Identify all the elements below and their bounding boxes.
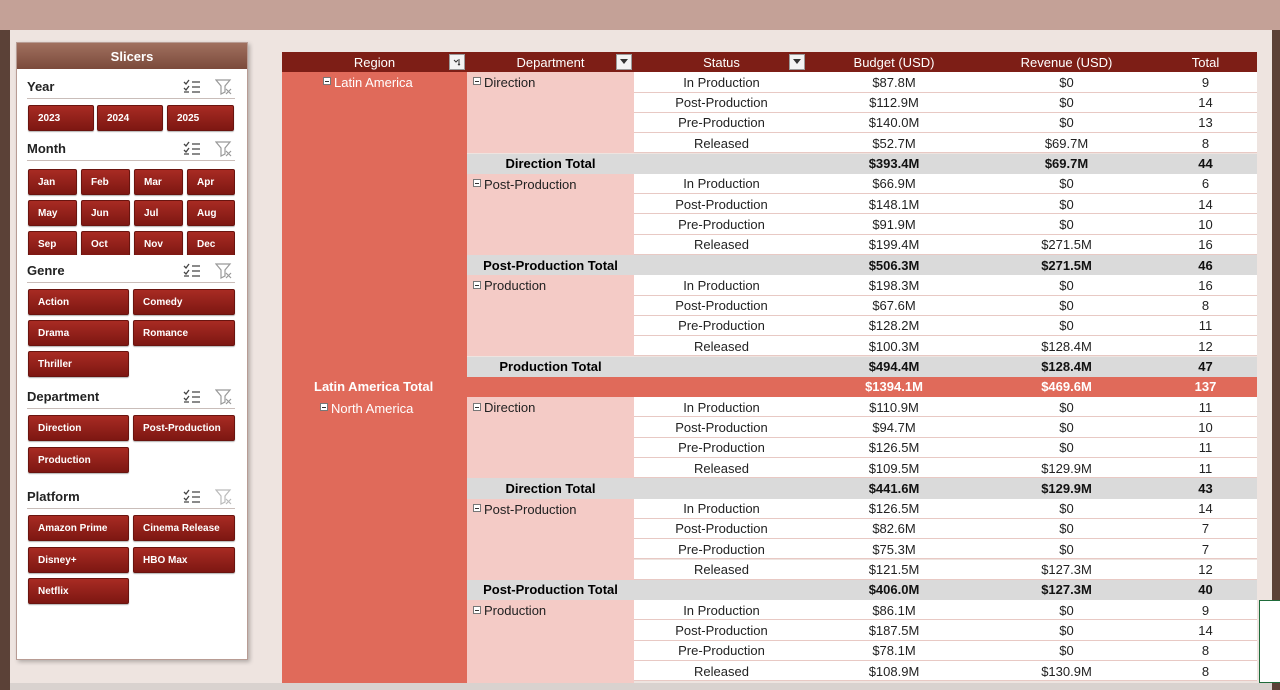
collapse-icon[interactable] bbox=[473, 403, 481, 411]
budget-cell: $406.0M bbox=[868, 582, 920, 598]
slicer-genre-header bbox=[27, 259, 235, 283]
slicer-month-button[interactable]: Mar bbox=[134, 169, 183, 195]
status-cell: Released bbox=[694, 460, 749, 476]
selected-cell-outline[interactable] bbox=[1259, 600, 1280, 683]
status-cell: Post-Production bbox=[675, 95, 768, 111]
status-cell: In Production bbox=[683, 176, 760, 192]
table-row[interactable] bbox=[634, 296, 1257, 316]
budget-cell: $52.7M bbox=[872, 135, 916, 151]
slicer-month-button[interactable]: May bbox=[28, 200, 77, 226]
total-cell: 14 bbox=[1198, 501, 1213, 517]
status-cell: Released bbox=[694, 237, 749, 253]
department-name: Post-Production bbox=[484, 176, 577, 192]
total-cell: 9 bbox=[1201, 74, 1210, 90]
total-cell: 8 bbox=[1201, 298, 1210, 314]
budget-cell: $100.3M bbox=[868, 338, 920, 354]
slicer-month-header bbox=[27, 137, 235, 161]
table-row[interactable] bbox=[634, 519, 1257, 539]
total-cell: 12 bbox=[1198, 562, 1213, 577]
pivot-header-row bbox=[282, 52, 1257, 72]
revenue-cell: $271.5M bbox=[1041, 257, 1092, 273]
budget-cell: $121.5M bbox=[868, 562, 920, 577]
clear-filter-icon[interactable] bbox=[213, 77, 235, 97]
slicer-year-title: Year bbox=[27, 79, 55, 94]
total-cell: 14 bbox=[1198, 95, 1213, 111]
revenue-cell: $69.7M bbox=[1044, 156, 1089, 171]
table-row[interactable] bbox=[634, 316, 1257, 336]
revenue-cell: $130.9M bbox=[1041, 663, 1092, 679]
total-cell: 8 bbox=[1201, 135, 1210, 151]
window-left-edge bbox=[0, 30, 10, 690]
revenue-cell: $0 bbox=[1059, 318, 1074, 334]
budget-cell: $108.9M bbox=[868, 663, 920, 679]
budget-cell: $441.6M bbox=[868, 480, 920, 496]
header-department[interactable] bbox=[467, 52, 634, 72]
revenue-cell: $0 bbox=[1059, 115, 1074, 131]
header-region-label: Region bbox=[353, 54, 396, 70]
slicer-platform-title: Platform bbox=[27, 489, 80, 504]
revenue-cell: $127.3M bbox=[1041, 582, 1092, 598]
status-cell: Pre-Production bbox=[678, 541, 765, 557]
status-cell: Post-Production bbox=[675, 521, 768, 537]
budget-cell: $86.1M bbox=[872, 602, 916, 618]
budget-cell: $128.2M bbox=[868, 318, 920, 334]
department-name: Post-Production bbox=[484, 501, 577, 517]
total-cell: 44 bbox=[1198, 156, 1213, 171]
table-row[interactable] bbox=[634, 600, 1257, 620]
revenue-cell: $129.9M bbox=[1041, 480, 1092, 496]
budget-cell: $110.9M bbox=[869, 399, 919, 415]
header-total: Total bbox=[1191, 54, 1220, 70]
slicer-genre-button[interactable]: Thriller bbox=[28, 351, 129, 377]
subtotal-label: Post-Production Total bbox=[483, 257, 618, 273]
table-row[interactable] bbox=[634, 620, 1257, 640]
subtotal-row[interactable] bbox=[467, 154, 1257, 174]
revenue-cell: $0 bbox=[1059, 298, 1074, 314]
region-cell-north-america bbox=[282, 397, 467, 683]
revenue-cell: $0 bbox=[1059, 74, 1074, 90]
slicer-month bbox=[27, 137, 235, 255]
slicer-month-button[interactable]: Jan bbox=[28, 169, 77, 195]
slicer-month-button[interactable]: Nov bbox=[134, 231, 183, 255]
budget-cell: $140.0M bbox=[868, 115, 920, 131]
budget-cell: $94.7M bbox=[872, 419, 916, 435]
slicer-platform-button[interactable]: Cinema Release bbox=[133, 515, 235, 541]
collapse-icon[interactable] bbox=[473, 504, 481, 512]
sheet-bottom-strip bbox=[10, 683, 1272, 690]
table-row[interactable] bbox=[634, 458, 1257, 478]
budget-cell: $506.3M bbox=[868, 257, 920, 273]
budget-cell: $126.5M bbox=[868, 501, 920, 517]
status-cell: Post-Production bbox=[675, 196, 768, 212]
total-cell: 8 bbox=[1201, 643, 1210, 659]
slicer-month-button[interactable]: Jun bbox=[81, 200, 130, 226]
header-status[interactable] bbox=[634, 52, 809, 72]
table-row[interactable] bbox=[634, 194, 1257, 214]
revenue-cell: $0 bbox=[1059, 643, 1074, 659]
subtotal-row[interactable] bbox=[467, 478, 1257, 498]
status-cell: Released bbox=[694, 338, 749, 354]
sort-dropdown-icon[interactable] bbox=[449, 54, 465, 70]
header-region[interactable] bbox=[282, 52, 467, 72]
total-cell: 8 bbox=[1201, 663, 1210, 679]
department-name: Production bbox=[484, 603, 547, 618]
revenue-cell: $0 bbox=[1059, 176, 1074, 192]
slicer-month-button[interactable]: Oct bbox=[81, 231, 130, 255]
region-label[interactable] bbox=[323, 72, 413, 92]
header-budget: Budget (USD) bbox=[853, 54, 935, 70]
subtotal-row[interactable] bbox=[467, 580, 1257, 600]
multi-select-icon[interactable] bbox=[181, 261, 203, 281]
collapse-icon[interactable] bbox=[473, 281, 481, 289]
region-total-row[interactable] bbox=[282, 377, 1257, 397]
status-cell: Released bbox=[694, 562, 749, 577]
table-row[interactable] bbox=[634, 661, 1257, 681]
budget-cell: $82.6M bbox=[872, 521, 916, 537]
revenue-cell: $0 bbox=[1059, 622, 1074, 638]
status-cell: Post-Production bbox=[675, 419, 768, 435]
slicer-genre bbox=[27, 259, 235, 370]
total-cell: 10 bbox=[1198, 216, 1213, 232]
slicer-platform-button[interactable]: HBO Max bbox=[133, 547, 235, 573]
total-cell: 11 bbox=[1198, 440, 1213, 456]
total-cell: 13 bbox=[1198, 115, 1213, 131]
ribbon-band bbox=[0, 0, 1280, 30]
total-cell: 9 bbox=[1201, 602, 1210, 618]
budget-cell: $66.9M bbox=[872, 176, 916, 192]
region-name: North America bbox=[331, 400, 414, 416]
table-row[interactable] bbox=[634, 93, 1257, 113]
revenue-cell: $0 bbox=[1059, 440, 1074, 456]
slicer-genre-button[interactable]: Romance bbox=[133, 320, 235, 346]
subtotal-label: Direction Total bbox=[505, 480, 596, 496]
header-department-label: Department bbox=[516, 54, 585, 70]
region-cell-latin-america bbox=[282, 72, 467, 377]
status-cell: Pre-Production bbox=[678, 216, 765, 232]
revenue-cell: $129.9M bbox=[1041, 460, 1092, 476]
budget-cell: $109.5M bbox=[868, 460, 920, 476]
status-cell: Released bbox=[694, 135, 749, 151]
region-name: Latin America bbox=[334, 74, 413, 90]
window-right-edge bbox=[1272, 30, 1280, 690]
department-label[interactable] bbox=[473, 174, 577, 194]
slicer-month-button[interactable]: Aug bbox=[187, 200, 235, 226]
multi-select-icon[interactable] bbox=[181, 77, 203, 97]
slicer-month-button[interactable]: Jul bbox=[134, 200, 183, 226]
header-revenue: Revenue (USD) bbox=[1020, 54, 1113, 70]
table-row[interactable] bbox=[634, 235, 1257, 255]
revenue-cell: $0 bbox=[1059, 95, 1074, 111]
budget-cell: $148.1M bbox=[868, 196, 920, 212]
total-cell: 40 bbox=[1198, 582, 1213, 598]
slicer-department-button[interactable]: Post-Production bbox=[133, 415, 235, 441]
collapse-icon[interactable] bbox=[473, 179, 481, 187]
budget-cell: $78.1M bbox=[872, 643, 916, 659]
collapse-icon[interactable] bbox=[323, 77, 331, 85]
pivot-table bbox=[282, 52, 1257, 683]
slicer-platform-button[interactable]: Amazon Prime bbox=[28, 515, 129, 541]
budget-cell: $75.3M bbox=[872, 541, 916, 557]
slicer-platform-button[interactable]: Netflix bbox=[28, 578, 129, 604]
slicer-genre-button[interactable]: Action bbox=[28, 289, 129, 315]
status-cell: Post-Production bbox=[675, 622, 768, 638]
budget-cell: $112.9M bbox=[869, 95, 919, 111]
subtotal-row[interactable] bbox=[467, 255, 1257, 275]
revenue-cell: $271.5M bbox=[1041, 237, 1092, 253]
revenue-cell: $0 bbox=[1059, 216, 1074, 232]
table-row[interactable] bbox=[634, 275, 1257, 295]
department-label[interactable] bbox=[473, 499, 577, 519]
table-row[interactable] bbox=[634, 397, 1257, 417]
slicer-panel-title: Slicers bbox=[17, 43, 247, 69]
region-total-label: Latin America Total bbox=[314, 379, 434, 395]
budget-cell: $91.9M bbox=[872, 216, 916, 232]
clear-filter-icon[interactable] bbox=[213, 387, 235, 407]
slicer-year-button[interactable]: 2024 bbox=[97, 105, 163, 131]
total-cell: 43 bbox=[1198, 480, 1213, 496]
status-cell: Post-Production bbox=[675, 298, 768, 314]
slicer-department-title: Department bbox=[27, 389, 100, 404]
revenue-cell: $128.4M bbox=[1041, 359, 1092, 374]
total-cell: 16 bbox=[1198, 277, 1213, 293]
budget-cell: $1394.1M bbox=[865, 379, 923, 395]
department-name: Direction bbox=[484, 74, 536, 90]
revenue-cell: $127.3M bbox=[1041, 562, 1092, 577]
total-cell: 6 bbox=[1201, 176, 1210, 192]
revenue-cell: $0 bbox=[1059, 196, 1074, 212]
slicer-platform-header bbox=[27, 485, 235, 509]
slicer-genre-button[interactable]: Drama bbox=[28, 320, 129, 346]
status-cell: In Production bbox=[683, 277, 760, 293]
total-cell: 11 bbox=[1198, 399, 1213, 415]
table-row[interactable] bbox=[634, 113, 1257, 133]
total-cell: 7 bbox=[1201, 541, 1210, 557]
slicer-panel bbox=[16, 42, 248, 660]
subtotal-label: Direction Total bbox=[505, 156, 596, 171]
subtotal-label: Post-Production Total bbox=[483, 582, 618, 598]
revenue-cell: $69.7M bbox=[1044, 135, 1089, 151]
table-row[interactable] bbox=[634, 417, 1257, 437]
status-cell: Pre-Production bbox=[678, 643, 765, 659]
slicer-department-button[interactable]: Production bbox=[28, 447, 129, 473]
slicer-year-header bbox=[27, 75, 235, 99]
budget-cell: $198.3M bbox=[868, 277, 920, 293]
table-row[interactable] bbox=[634, 560, 1257, 580]
status-cell: In Production bbox=[683, 74, 760, 90]
slicer-year-button[interactable]: 2025 bbox=[167, 105, 234, 131]
slicer-month-button[interactable]: Apr bbox=[187, 169, 235, 195]
total-cell: 16 bbox=[1198, 237, 1213, 253]
total-cell: 11 bbox=[1198, 318, 1213, 334]
revenue-cell: $0 bbox=[1059, 399, 1074, 415]
collapse-icon[interactable] bbox=[473, 606, 481, 614]
header-status-label: Status bbox=[703, 54, 740, 70]
table-row[interactable] bbox=[634, 214, 1257, 234]
department-label[interactable] bbox=[473, 601, 546, 621]
table-row[interactable] bbox=[634, 539, 1257, 559]
filter-dropdown-icon[interactable] bbox=[789, 54, 805, 70]
revenue-cell: $128.4M bbox=[1041, 338, 1092, 354]
budget-cell: $199.4M bbox=[868, 237, 920, 253]
slicer-genre-title: Genre bbox=[27, 263, 65, 278]
slicer-month-button[interactable]: Feb bbox=[81, 169, 130, 195]
department-label[interactable] bbox=[473, 72, 535, 92]
status-cell: In Production bbox=[683, 602, 760, 618]
table-row[interactable] bbox=[634, 438, 1257, 458]
status-cell: Released bbox=[694, 663, 749, 679]
total-cell: 47 bbox=[1198, 359, 1213, 374]
budget-cell: $126.5M bbox=[868, 440, 920, 456]
budget-cell: $67.6M bbox=[872, 298, 916, 314]
table-row[interactable] bbox=[634, 499, 1257, 519]
slicer-platform bbox=[27, 485, 235, 597]
budget-cell: $393.4M bbox=[868, 156, 920, 171]
slicer-platform-button[interactable]: Disney+ bbox=[28, 547, 129, 573]
total-cell: 14 bbox=[1198, 622, 1213, 638]
revenue-cell: $0 bbox=[1059, 277, 1074, 293]
revenue-cell: $0 bbox=[1059, 602, 1074, 618]
subtotal-label: Production Total bbox=[499, 359, 602, 374]
table-row[interactable] bbox=[634, 133, 1257, 153]
slicer-department-button[interactable]: Direction bbox=[28, 415, 129, 441]
revenue-cell: $0 bbox=[1059, 541, 1074, 557]
multi-select-icon[interactable] bbox=[181, 487, 203, 507]
department-label[interactable] bbox=[473, 276, 546, 296]
department-label[interactable] bbox=[473, 398, 535, 418]
slicer-month-title: Month bbox=[27, 141, 66, 156]
table-row[interactable] bbox=[634, 72, 1257, 92]
slicer-month-button[interactable]: Sep bbox=[28, 231, 77, 255]
collapse-icon[interactable] bbox=[320, 403, 328, 411]
total-cell: 137 bbox=[1194, 379, 1217, 395]
slicer-genre-button[interactable]: Comedy bbox=[133, 289, 235, 315]
slicer-department-header bbox=[27, 385, 235, 409]
table-row[interactable] bbox=[634, 641, 1257, 661]
budget-cell: $87.8M bbox=[872, 74, 916, 90]
table-row[interactable] bbox=[634, 336, 1257, 356]
status-cell: In Production bbox=[683, 399, 760, 415]
revenue-cell: $0 bbox=[1059, 521, 1074, 537]
clear-filter-icon[interactable] bbox=[213, 487, 235, 507]
status-cell: Pre-Production bbox=[678, 440, 765, 456]
multi-select-icon[interactable] bbox=[181, 387, 203, 407]
table-row[interactable] bbox=[634, 174, 1257, 194]
budget-cell: $494.4M bbox=[868, 359, 920, 374]
total-cell: 7 bbox=[1201, 521, 1210, 537]
status-cell: Pre-Production bbox=[678, 318, 765, 334]
collapse-icon[interactable] bbox=[473, 77, 481, 85]
total-cell: 10 bbox=[1198, 419, 1213, 435]
slicer-month-button[interactable]: Dec bbox=[187, 231, 235, 255]
total-cell: 11 bbox=[1198, 460, 1213, 476]
filter-dropdown-icon[interactable] bbox=[616, 54, 632, 70]
slicer-department bbox=[27, 385, 235, 466]
status-cell: Pre-Production bbox=[678, 115, 765, 131]
slicer-year-button[interactable]: 2023 bbox=[28, 105, 94, 131]
budget-cell: $187.5M bbox=[868, 622, 920, 638]
department-name: Production bbox=[484, 278, 547, 293]
clear-filter-icon[interactable] bbox=[213, 261, 235, 281]
region-label[interactable] bbox=[320, 398, 413, 418]
slicer-year bbox=[27, 75, 235, 124]
revenue-cell: $469.6M bbox=[1041, 379, 1092, 395]
department-name: Direction bbox=[484, 400, 536, 415]
total-cell: 46 bbox=[1198, 257, 1213, 273]
status-cell: In Production bbox=[683, 501, 760, 517]
revenue-cell: $0 bbox=[1059, 419, 1074, 435]
total-cell: 12 bbox=[1198, 338, 1213, 354]
revenue-cell: $0 bbox=[1059, 501, 1074, 517]
subtotal-row[interactable] bbox=[467, 357, 1257, 377]
total-cell: 14 bbox=[1198, 196, 1213, 212]
multi-select-icon[interactable] bbox=[181, 139, 203, 159]
clear-filter-icon[interactable] bbox=[213, 139, 235, 159]
